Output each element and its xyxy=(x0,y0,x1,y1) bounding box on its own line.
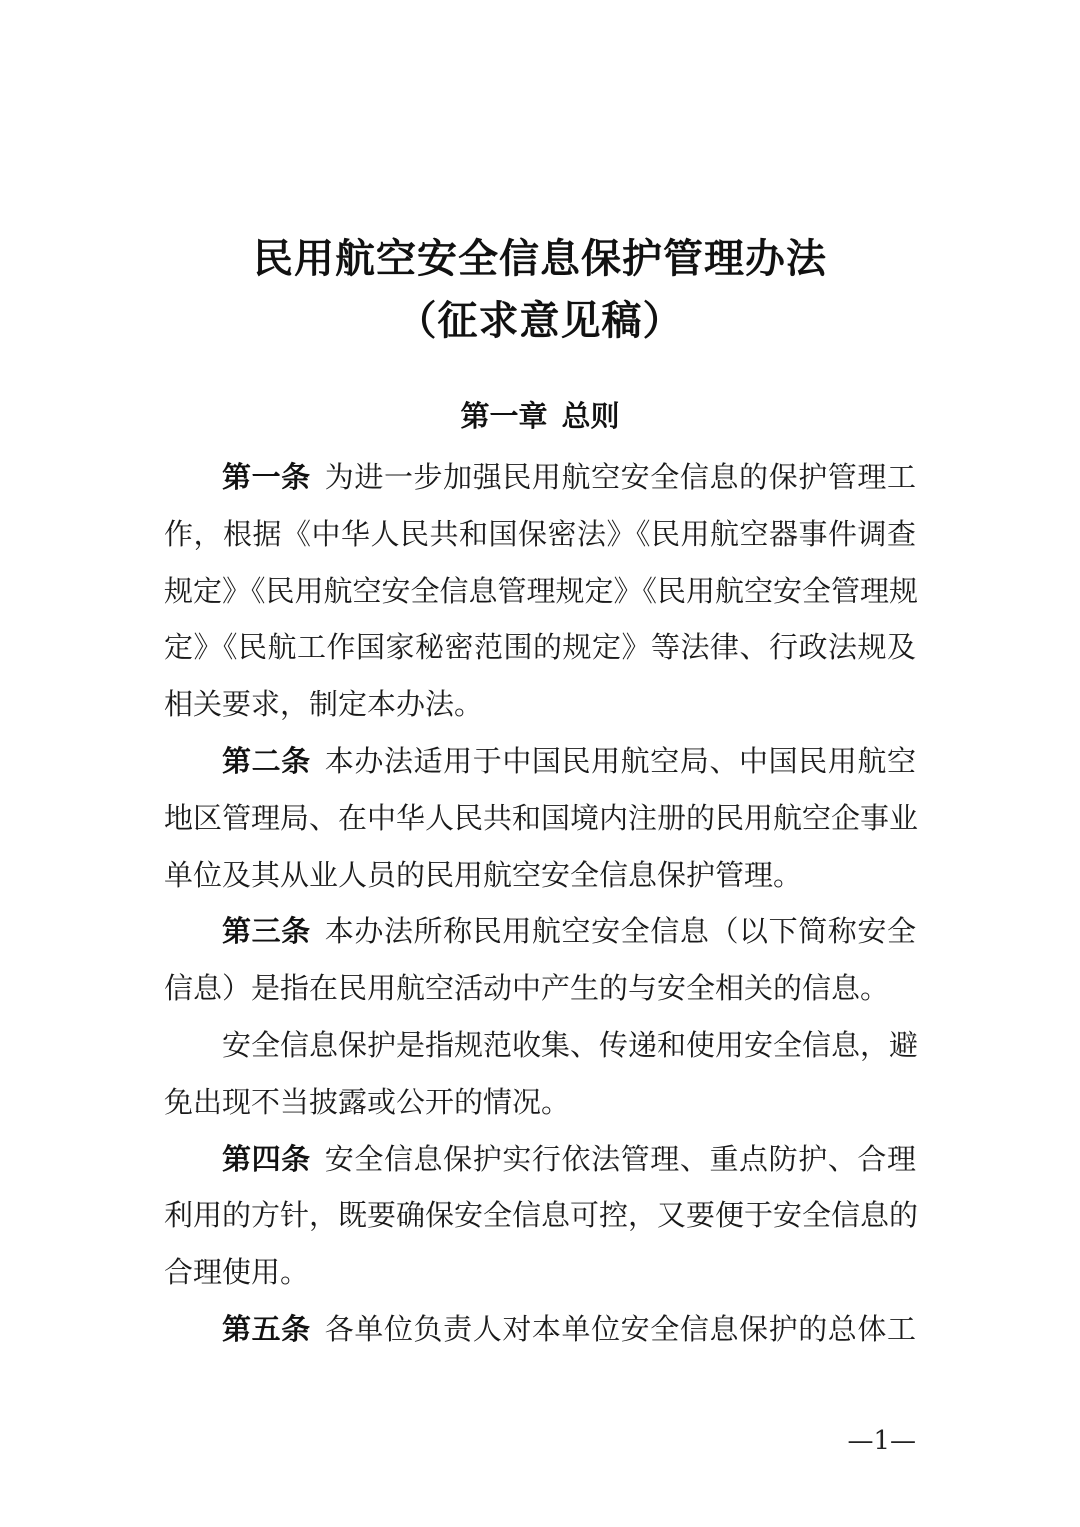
article-4 xyxy=(164,1131,919,1301)
paragraph-line: 第二条 本办法适用于中国民用航空局、中国民用航空 xyxy=(222,743,916,778)
chapter-number: 第一章 xyxy=(460,399,548,433)
paragraph-line: 第一条 为进一步加强民用航空安全信息的保护管理工 xyxy=(222,460,916,494)
paragraph-line: 合理使用。 xyxy=(164,1255,310,1290)
paragraph-line: 信息）是指在民用航空活动中产生的与安全相关的信息。 xyxy=(164,971,890,1006)
chapter-heading xyxy=(0,394,1080,438)
paragraph-line: 免出现不当披露或公开的情况。 xyxy=(164,1084,571,1119)
article-3 xyxy=(164,903,916,1017)
article-3-paragraph-2 xyxy=(164,1017,919,1131)
paragraph-line: 利用的方针，既要确保安全信息可控，又要便于安全信息的 xyxy=(164,1198,919,1233)
article-1 xyxy=(164,449,919,733)
title-subtitle: （征求意见稿） xyxy=(396,298,684,344)
article-heading: 第二条 xyxy=(222,743,311,778)
paragraph-line: 作，根据《中华人民共和国保密法》《民用航空器事件调查 xyxy=(164,516,916,551)
document-body xyxy=(164,449,919,1358)
article-heading: 第四条 xyxy=(222,1141,311,1176)
article-heading: 第一条 xyxy=(222,460,311,494)
paragraph-line: 地区管理局、在中华人民共和国境内注册的民用航空企事业 xyxy=(164,800,919,835)
paragraph-line: 安全信息保护是指规范收集、传递和使用安全信息，避 xyxy=(222,1027,919,1062)
paragraph-line: 第五条 各单位负责人对本单位安全信息保护的总体工 xyxy=(222,1311,916,1346)
article-heading: 第五条 xyxy=(222,1311,311,1346)
article-heading: 第三条 xyxy=(222,914,311,949)
paragraph-line: 相关要求，制定本办法。 xyxy=(164,687,484,722)
paragraph-line: 第三条 本办法所称民用航空安全信息（以下简称安全 xyxy=(222,914,916,949)
page-number: —1— xyxy=(847,1426,916,1456)
article-2 xyxy=(164,733,919,903)
paragraph-line: 第四条 安全信息保护实行依法管理、重点防护、合理 xyxy=(222,1141,916,1176)
document-title xyxy=(0,228,1080,352)
article-5 xyxy=(164,1301,916,1358)
paragraph-line: 规定》《民用航空安全信息管理规定》《民用航空安全管理规 xyxy=(164,573,919,608)
paragraph-line: 单位及其从业人员的民用航空安全信息保护管理。 xyxy=(164,857,803,892)
paragraph-line: 定》《民航工作国家秘密范围的规定》等法律、行政法规及 xyxy=(164,630,916,665)
title-main: 民用航空安全信息保护管理办法 xyxy=(253,236,827,282)
chapter-name: 总则 xyxy=(561,399,620,433)
